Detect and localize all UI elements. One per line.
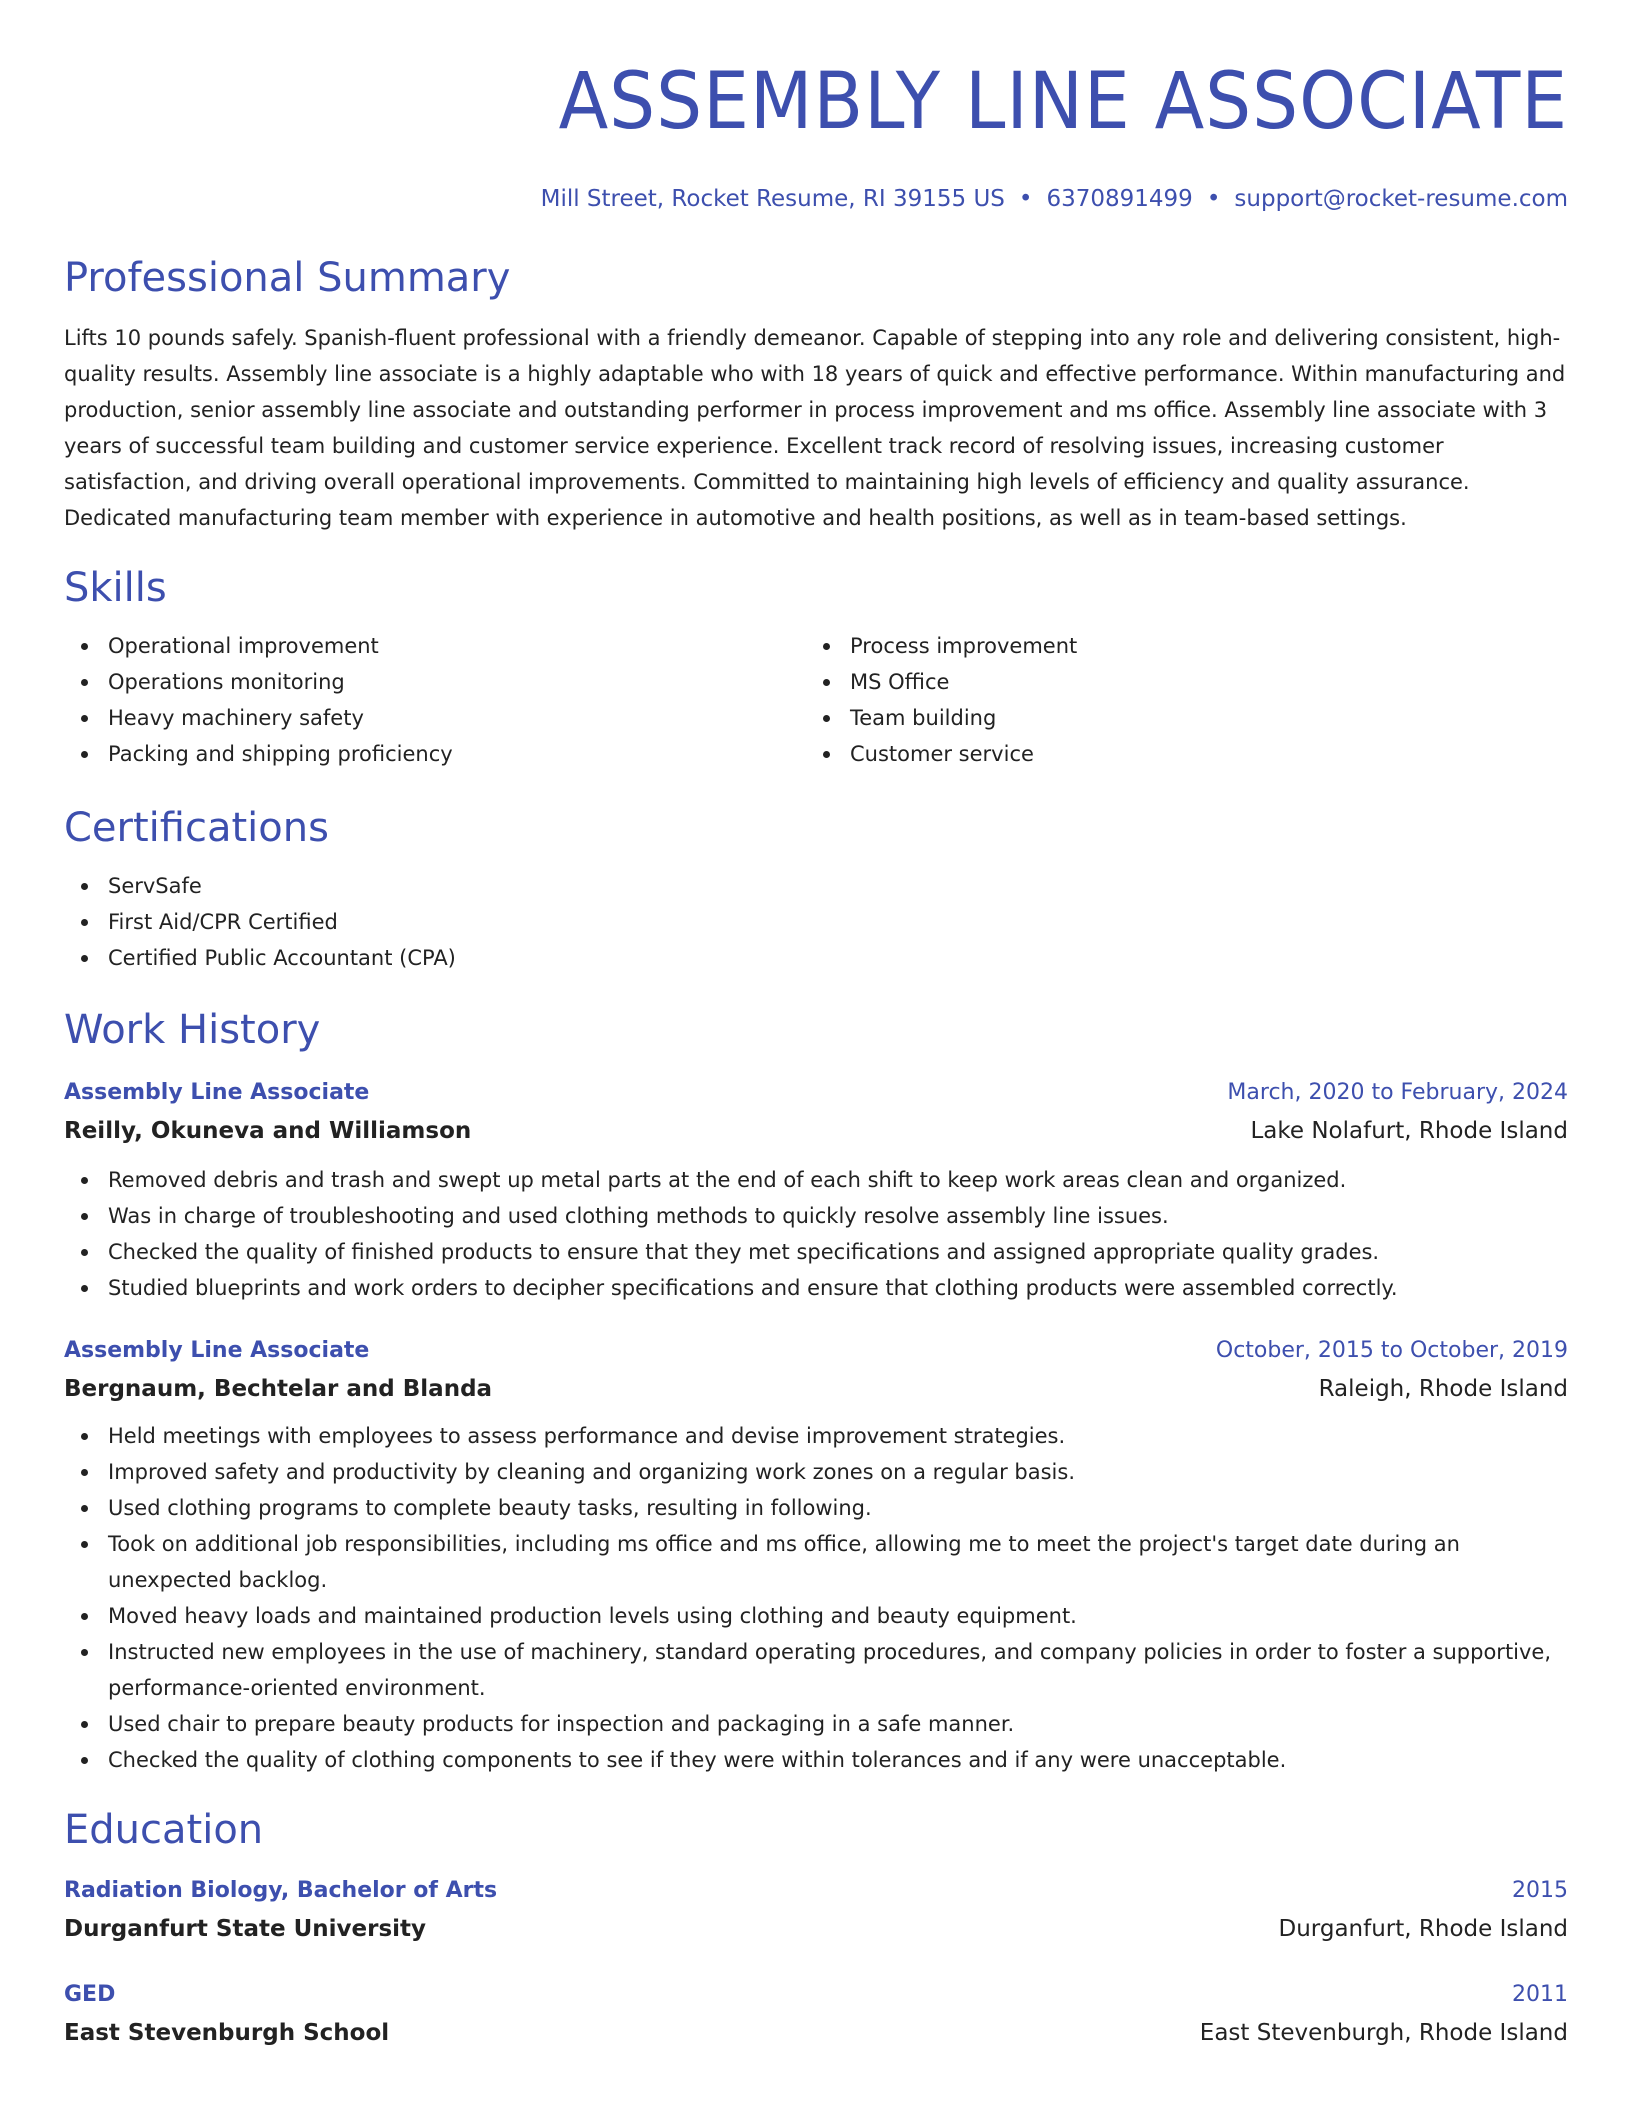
job-bullet: Used clothing programs to complete beauty tasks, resulting in following.: [64, 1490, 1568, 1526]
education-location: Durganfurt, Rhode Island: [1278, 1916, 1568, 1942]
contact-email[interactable]: support@rocket-resume.com: [1234, 186, 1568, 212]
education-location: East Stevenburgh, Rhode Island: [1199, 2020, 1568, 2046]
education-entry: [64, 1980, 1568, 2048]
job-bullet: Was in charge of troubleshooting and used clothing methods to quickly resolve assembly line issues.: [64, 1198, 1568, 1234]
summary-text: Lifts 10 pounds safely. Spanish-fluent professional with a friendly demeanor. Capable of stepping into any role and delivering consistent, high-quality results. Assembly line associate is a highly adaptable who with 18 years of quick and effective performance. Within manufacturing and production, senior assembly line associate and outstanding performer in process improvement and ms office. Assembly line associate with 3 years of successful team building and customer service experience. Excellent track record of resolving issues, increasing customer satisfaction, and driving overall operational improvements. Committed to maintaining high levels of efficiency and quality assurance. Dedicated manufacturing team member with experience in automotive and health positions, as well as in team-based settings.: [64, 326, 1566, 530]
education-school-row: [64, 1914, 1568, 1944]
skill-item: Packing and shipping proficiency: [64, 736, 806, 772]
skill-item: Heavy machinery safety: [64, 700, 806, 736]
job-role: Assembly Line Associate: [64, 1080, 370, 1105]
education-degree: GED: [64, 1982, 116, 2007]
skill-item: Operations monitoring: [64, 664, 806, 700]
contact-phone: 6370891499: [1046, 186, 1193, 212]
skill-item: Operational improvement: [64, 628, 806, 664]
job-bullet: Took on additional job responsibilities, including ms office and ms office, allowing me to meet the project's target date during an unexpected backlog.: [64, 1526, 1568, 1598]
certification-item: Certified Public Accountant (CPA): [64, 940, 1568, 976]
summary-heading: Professional Summary: [64, 255, 511, 301]
skills-columns: [64, 628, 1568, 772]
job-bullet: Checked the quality of finished products to ensure that they met specifications and assigned appropriate quality grades.: [64, 1234, 1568, 1270]
job-bullets: [64, 1418, 1568, 1778]
certifications-heading: Certifications: [64, 805, 329, 851]
education-degree-row: [64, 1876, 1568, 1906]
job-bullet: Instructed new employees in the use of machinery, standard operating procedures, and company policies in order to foster a supportive, performance-oriented environment.: [64, 1634, 1568, 1706]
education-school: East Stevenburgh School: [64, 2020, 390, 2046]
contact-separator: •: [1206, 186, 1221, 212]
skills-list-right: [806, 628, 1548, 772]
skills-heading: Skills: [64, 565, 167, 611]
job-bullet: Studied blueprints and work orders to decipher specifications and ensure that clothing products were assembled correctly.: [64, 1270, 1568, 1306]
job-entry: [64, 1336, 1568, 1778]
contact-address: Mill Street, Rocket Resume, RI 39155 US: [540, 186, 1005, 212]
skill-item: Process improvement: [806, 628, 1548, 664]
job-entry: [64, 1078, 1568, 1306]
job-location: Raleigh, Rhode Island: [1318, 1376, 1568, 1402]
education-degree: Radiation Biology, Bachelor of Arts: [64, 1878, 498, 1903]
job-bullet: Used chair to prepare beauty products for inspection and packaging in a safe manner.: [64, 1706, 1568, 1742]
job-bullet: Held meetings with employees to assess performance and devise improvement strategies.: [64, 1418, 1568, 1454]
job-bullet: Removed debris and trash and swept up metal parts at the end of each shift to keep work areas clean and organized.: [64, 1162, 1568, 1198]
skill-item: Customer service: [806, 736, 1548, 772]
job-company-row: [64, 1374, 1568, 1404]
skill-item: Team building: [806, 700, 1548, 736]
job-location: Lake Nolafurt, Rhode Island: [1250, 1118, 1568, 1144]
certifications-list: [64, 868, 1568, 976]
education-degree-row: [64, 1980, 1568, 2010]
job-bullets: [64, 1162, 1568, 1306]
education-year: 2011: [1512, 1982, 1568, 2007]
resume-title: ASSEMBLY LINE ASSOCIATE: [558, 57, 1568, 147]
work-history-heading: Work History: [64, 1007, 321, 1053]
job-bullet: Improved safety and productivity by cleaning and organizing work zones on a regular basis.: [64, 1454, 1568, 1490]
contact-separator: •: [1018, 186, 1033, 212]
skills-list-left: [64, 628, 806, 772]
skill-item: MS Office: [806, 664, 1548, 700]
education-entry: [64, 1876, 1568, 1944]
job-bullet: Moved heavy loads and maintained production levels using clothing and beauty equipment.: [64, 1598, 1568, 1634]
job-company-row: [64, 1116, 1568, 1146]
certification-item: First Aid/CPR Certified: [64, 904, 1568, 940]
job-bullet: Checked the quality of clothing components to see if they were within tolerances and if any were unacceptable.: [64, 1742, 1568, 1778]
job-role: Assembly Line Associate: [64, 1338, 370, 1363]
education-year: 2015: [1512, 1878, 1568, 1903]
education-heading: Education: [64, 1807, 264, 1853]
job-dates: March, 2020 to February, 2024: [1227, 1080, 1568, 1105]
certification-item: ServSafe: [64, 868, 1568, 904]
contact-line: [64, 184, 1568, 214]
education-school-row: [64, 2018, 1568, 2048]
job-company: Reilly, Okuneva and Williamson: [64, 1118, 472, 1144]
resume-page: [64, 52, 1568, 2048]
job-role-row: [64, 1078, 1568, 1108]
education-school: Durganfurt State University: [64, 1916, 427, 1942]
job-role-row: [64, 1336, 1568, 1366]
job-dates: October, 2015 to October, 2019: [1215, 1338, 1568, 1363]
job-company: Bergnaum, Bechtelar and Blanda: [64, 1376, 493, 1402]
